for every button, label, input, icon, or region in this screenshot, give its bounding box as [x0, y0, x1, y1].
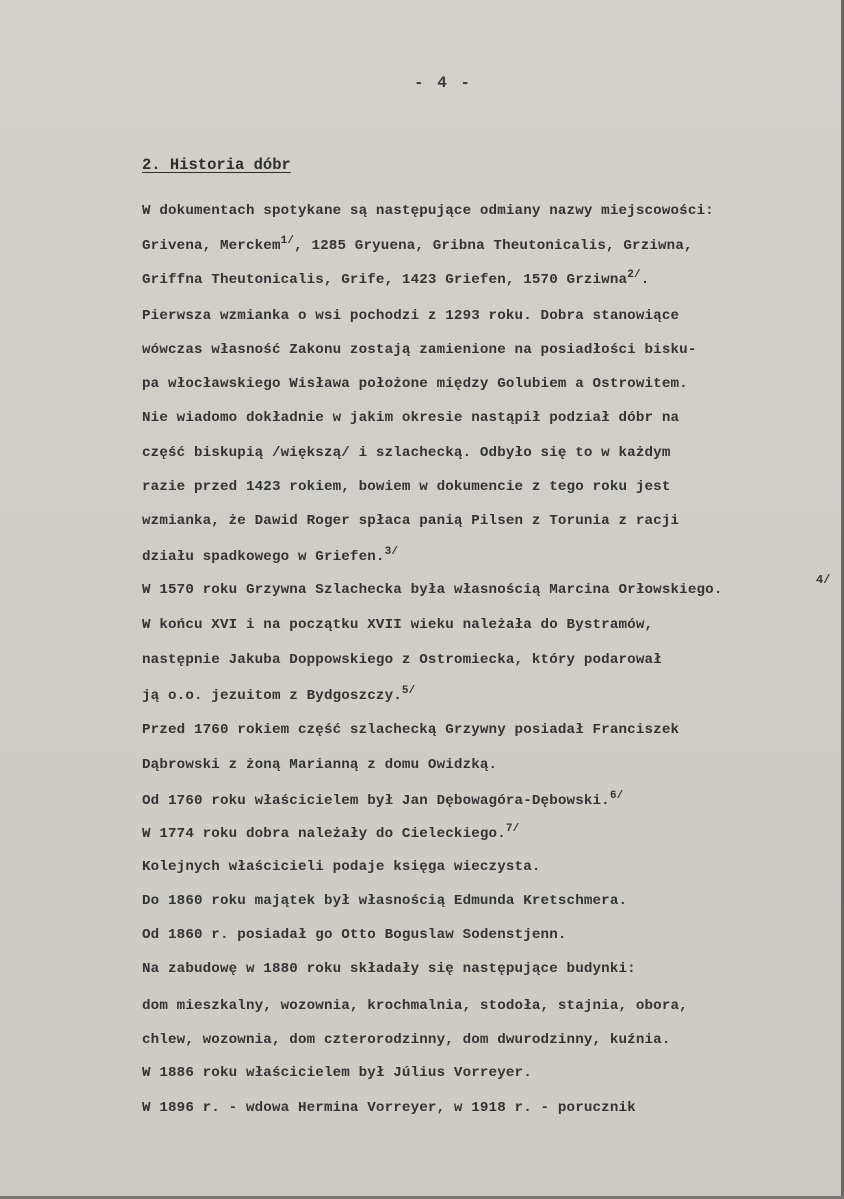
text-line: Griffna Theutonicalis, Grife, 1423 Griefen, 1570 Grziwna$^{2/}$. — [142, 269, 650, 288]
text-line: Kolejnych właścicieli podaje księga wieczysta. — [142, 859, 541, 875]
text-line: Od 1760 roku właścicielem był Jan Dębowagóra-Dębowski.$^{6/}$ — [142, 790, 624, 809]
text-line: Na zabudowę w 1880 roku składały się następujące budynki: — [142, 961, 636, 977]
text-line: W 1774 roku dobra należały do Cieleckiego.$^{7/}$ — [142, 823, 520, 842]
text-line: chlew, wozownia, dom czterorodzinny, dom dwurodzinny, kuźnia. — [142, 1032, 671, 1048]
text-line: wówczas własność Zakonu zostają zamienione na posiadłości bisku- — [142, 342, 697, 358]
text-line: W końcu XVI i na początku XVII wieku należała do Bystramów, — [142, 617, 654, 633]
text-line: razie przed 1423 rokiem, bowiem w dokumencie z tego roku jest — [142, 479, 671, 495]
margin-footnote-mark: 4/ — [816, 573, 831, 587]
section-title: 2. Historia dóbr — [142, 156, 291, 174]
text-line: Grivena, Merckem$^{1/}$, 1285 Gryuena, Gribna Theutonicalis, Grziwna, — [142, 235, 693, 254]
text-line: Nie wiadomo dokładnie w jakim okresie nastąpił podział dóbr na — [142, 410, 680, 426]
text-line: W 1896 r. - wdowa Hermina Vorreyer, w 1918 r. - porucznik — [142, 1100, 636, 1116]
text-line: część biskupią /większą/ i szlachecką. Odbyło się to w każdym — [142, 445, 671, 461]
text-line: wzmianka, że Dawid Roger spłaca panią Pilsen z Torunia z racji — [142, 513, 680, 529]
page-number: - 4 - — [414, 74, 473, 92]
text-line: W 1570 roku Grzywna Szlachecka była własnością Marcina Orłowskiego. — [142, 582, 723, 598]
text-line: następnie Jakuba Doppowskiego z Ostromiecka, który podarował — [142, 652, 662, 668]
text-line: Do 1860 roku majątek był własnością Edmunda Kretschmera. — [142, 893, 628, 909]
text-line: działu spadkowego w Griefen.$^{3/}$ — [142, 546, 399, 565]
text-line: pa włocławskiego Wisława położone między Golubiem a Ostrowitem. — [142, 376, 688, 392]
text-line: Od 1860 r. posiadał go Otto Boguslaw Sodenstjenn. — [142, 927, 567, 943]
text-line: Przed 1760 rokiem część szlachecką Grzywny posiadał Franciszek — [142, 722, 680, 738]
text-line: W dokumentach spotykane są następujące odmiany nazwy miejscowości: — [142, 203, 714, 219]
text-line: W 1886 roku właścicielem był Július Vorreyer. — [142, 1065, 532, 1081]
text-line: Dąbrowski z żoną Marianną z domu Owidzką. — [142, 757, 498, 773]
text-line: Pierwsza wzmianka o wsi pochodzi z 1293 roku. Dobra stanowiące — [142, 308, 680, 324]
text-line: ją o.o. jezuitom z Bydgoszczy.$^{5/}$ — [142, 685, 416, 704]
text-line: dom mieszkalny, wozownia, krochmalnia, stodoła, stajnia, obora, — [142, 998, 688, 1014]
